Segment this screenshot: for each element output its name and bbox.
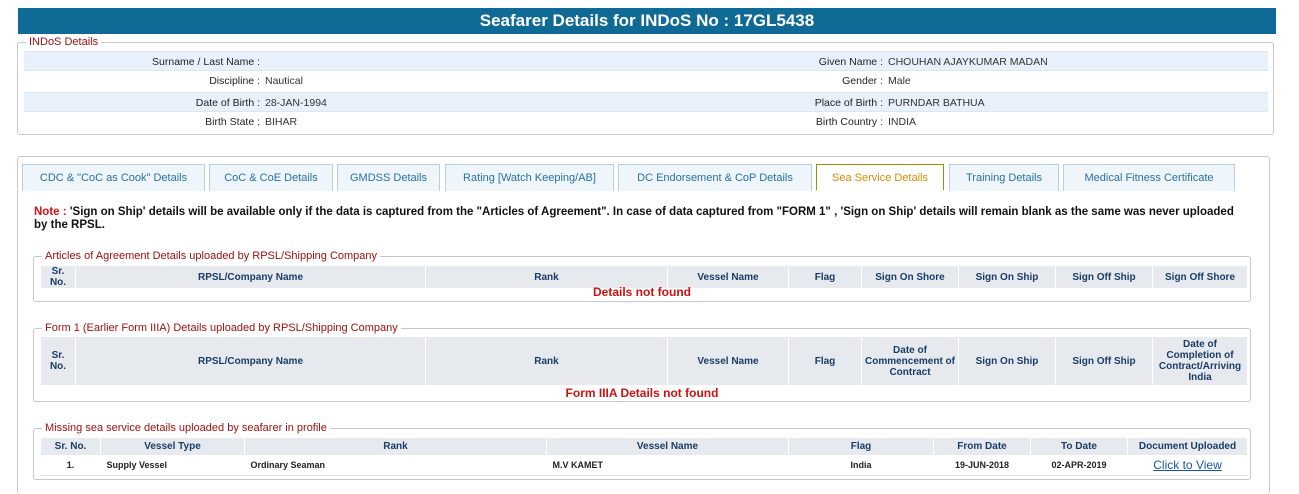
articles-of-agreement-section — [33, 250, 1251, 302]
column-header: Flag — [789, 337, 862, 386]
tab-coc-coe-details[interactable]: CoC & CoE Details — [209, 164, 333, 191]
tab-cdc-details[interactable]: CDC & "CoC as Cook" Details — [22, 164, 205, 191]
form1-legend: Form 1 (Earlier Form IIIA) Details uploaded by RPSL/Shipping Company — [42, 321, 401, 335]
missing-table — [40, 437, 1248, 476]
column-header: Sign On Shore — [862, 266, 959, 289]
column-header: Rank — [245, 438, 547, 456]
column-header: Rank — [426, 266, 668, 289]
column-header: Sign On Ship — [959, 266, 1056, 289]
column-header: Sign Off Ship — [1056, 266, 1153, 289]
tab-training-details[interactable]: Training Details — [949, 164, 1059, 191]
rank-cell: Ordinary Seaman — [245, 456, 547, 476]
sign-on-ship-note — [34, 206, 1234, 232]
form1-section — [33, 322, 1251, 402]
column-header: Flag — [789, 438, 934, 456]
indos-legend: INDoS Details — [26, 35, 101, 49]
vessel-type-cell: Supply Vessel — [101, 456, 245, 476]
tab-medical-fitness[interactable]: Medical Fitness Certificate — [1063, 164, 1235, 191]
place-of-birth-value: PURNDAR BATHUA — [888, 97, 985, 109]
gender-label: Gender : — [842, 75, 883, 87]
note-label: Note : — [34, 206, 67, 218]
dob-label: Date of Birth : — [195, 97, 260, 109]
missing-legend: Missing sea service details uploaded by seafarer in profile — [42, 421, 330, 435]
aoa-empty-message: Details not found — [593, 285, 691, 299]
column-header: Sign On Ship — [959, 337, 1056, 386]
aoa-legend: Articles of Agreement Details uploaded by RPSL/Shipping Company — [42, 249, 380, 263]
table-row — [41, 456, 1248, 476]
detail-row — [24, 92, 1268, 112]
click-to-view-link[interactable]: Click to View — [1153, 457, 1222, 472]
column-header: Vessel Name — [668, 266, 789, 289]
document-cell — [1128, 456, 1248, 476]
birth-state-label: Birth State : — [205, 116, 260, 128]
tab-dc-endorsement-details[interactable]: DC Endorsement & CoP Details — [618, 164, 812, 191]
flag-cell: India — [789, 456, 934, 476]
form1-table — [40, 336, 1248, 386]
column-header: Vessel Type — [101, 438, 245, 456]
birth-state-value: BIHAR — [265, 116, 298, 128]
from-date-cell: 19-JUN-2018 — [934, 456, 1031, 476]
column-header: Date of Completion of Contract/Arriving India — [1153, 337, 1248, 386]
birth-country-label: Birth Country : — [815, 116, 883, 128]
column-header: Vessel Name — [547, 438, 789, 456]
note-text: 'Sign on Ship' details will be available only if the data is captured from the "Articles of Agreement". In case of data captured from "FORM 1" , 'Sign on Ship' details will remain blank as the same was never uploaded by the RPSL. — [34, 206, 1234, 231]
surname-label: Surname / Last Name : — [152, 56, 260, 68]
place-of-birth-label: Place of Birth : — [814, 97, 883, 109]
birth-country-value: INDIA — [888, 116, 917, 128]
detail-row — [24, 112, 1268, 132]
discipline-value: Nautical — [265, 75, 303, 87]
page-title: Seafarer Details for INDoS No : 17GL5438 — [18, 8, 1276, 34]
tab-sea-service-details[interactable]: Sea Service Details — [816, 164, 944, 190]
column-header: Rank — [426, 337, 668, 386]
column-header: Date of Commencement of Contract — [862, 337, 959, 386]
sr-no-cell: 1. — [41, 456, 101, 476]
to-date-cell: 02-APR-2019 — [1031, 456, 1128, 476]
column-header: Sign Off Shore — [1153, 266, 1248, 289]
column-header: RPSL/Company Name — [76, 337, 426, 386]
column-header: RPSL/Company Name — [76, 266, 426, 289]
detail-row — [24, 71, 1268, 91]
discipline-label: Discipline : — [209, 75, 260, 87]
column-header: To Date — [1031, 438, 1128, 456]
column-header: Sr. No. — [41, 438, 101, 456]
vessel-name-cell: M.V KAMET — [547, 456, 789, 476]
detail-row — [24, 51, 1268, 71]
column-header: Sign Off Ship — [1056, 337, 1153, 386]
missing-sea-service-section — [33, 422, 1251, 480]
column-header: Vessel Name — [668, 337, 789, 386]
indos-details-panel — [17, 36, 1274, 135]
tab-gmdss-details[interactable]: GMDSS Details — [337, 164, 440, 191]
form1-empty-message: Form IIIA Details not found — [565, 386, 719, 400]
column-header: Sr. No. — [41, 337, 76, 386]
column-header: Sr. No. — [41, 266, 76, 289]
dob-value: 28-JAN-1994 — [265, 97, 327, 109]
given-name-value: CHOUHAN AJAYKUMAR MADAN — [888, 56, 1048, 68]
given-name-label: Given Name : — [818, 56, 883, 68]
column-header: Document Uploaded — [1128, 438, 1248, 456]
gender-value: Male — [888, 75, 911, 87]
column-header: Flag — [789, 266, 862, 289]
column-header: From Date — [934, 438, 1031, 456]
tab-rating-details[interactable]: Rating [Watch Keeping/AB] — [445, 164, 614, 191]
